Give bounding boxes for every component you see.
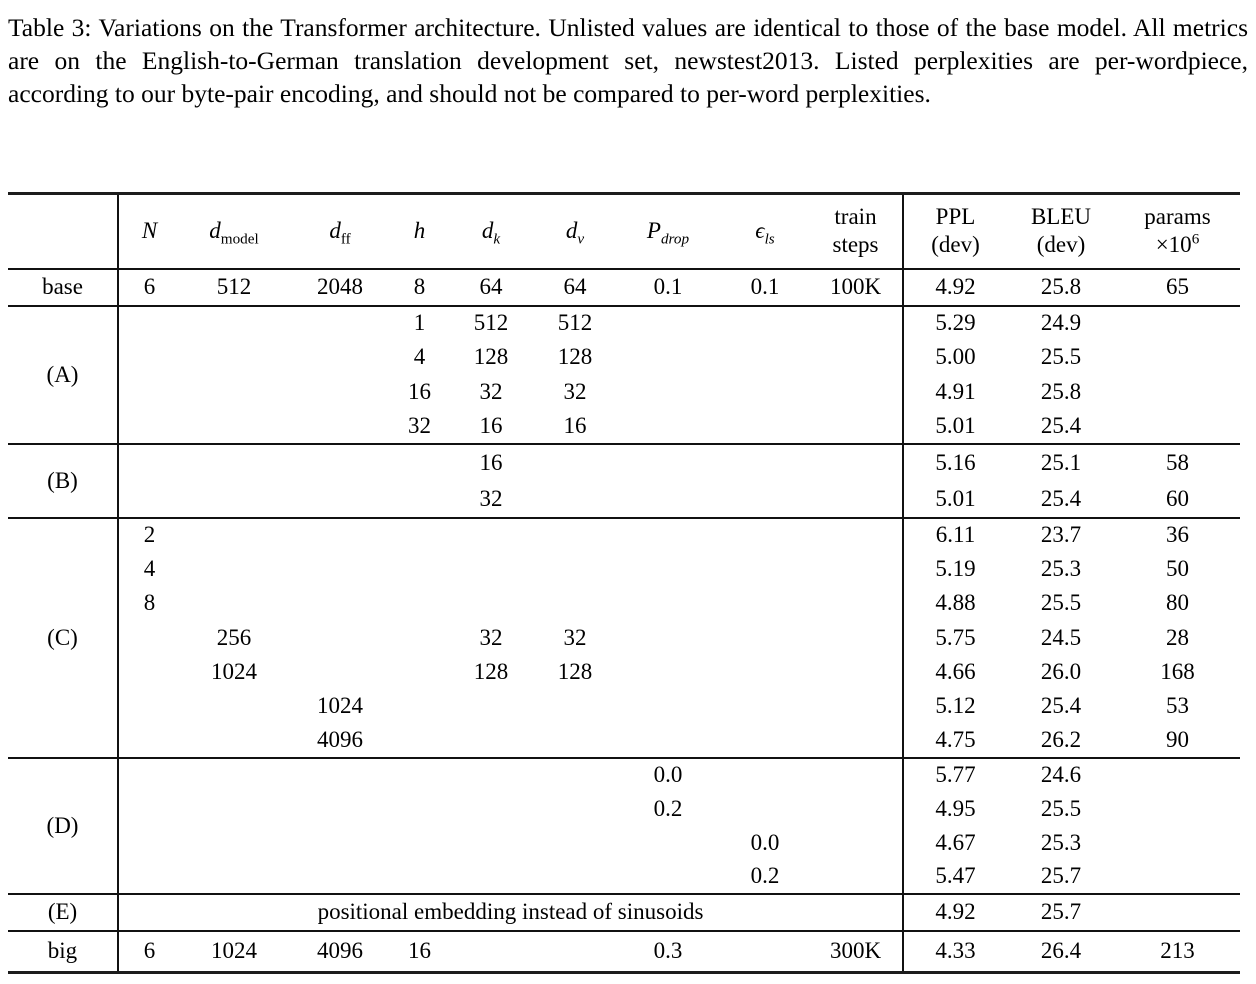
- table-cell: [615, 723, 721, 757]
- table-cell: [118, 723, 180, 757]
- table-cell: 5.01: [903, 481, 1007, 518]
- table-cell: [809, 552, 903, 586]
- table-cell: [615, 826, 721, 860]
- table-cell: 6: [118, 269, 180, 306]
- table-cell: 64: [447, 269, 535, 306]
- table-cell: [535, 723, 615, 757]
- col-header-ppl: PPL (dev): [903, 194, 1007, 269]
- table-cell: 5.75: [903, 620, 1007, 654]
- table-cell: 1024: [317, 693, 363, 719]
- table-cell: [118, 826, 180, 860]
- table-cell: [118, 340, 180, 375]
- table-cell: 25.7: [1040, 863, 1082, 889]
- table-cell: [288, 655, 392, 689]
- row-label-big: big: [8, 931, 118, 973]
- table-cell: 1: [392, 306, 447, 341]
- table-cell: [721, 689, 809, 723]
- table-cell: 300K: [809, 931, 903, 973]
- table-cell: [447, 931, 535, 973]
- table-cell: [288, 552, 392, 586]
- table-row: [8, 518, 1240, 552]
- table-cell: [180, 481, 288, 518]
- table-cell: [615, 306, 721, 341]
- table-row: [8, 269, 1240, 306]
- table-cell: [392, 481, 447, 518]
- table-cell: 4096: [288, 931, 392, 973]
- table-cell: [615, 586, 721, 620]
- table-cell: 28: [1166, 624, 1189, 650]
- table-cell: [288, 481, 392, 518]
- table-cell: 16: [392, 931, 447, 973]
- table-cell: 36: [1115, 518, 1240, 552]
- table-cell: [721, 306, 809, 341]
- table-cell: [447, 826, 535, 860]
- table-cell: [180, 758, 288, 792]
- table-cell: [180, 444, 288, 481]
- table-cell: [721, 444, 809, 481]
- table-cell: [288, 620, 392, 654]
- table-cell: [180, 306, 288, 341]
- table-cell: 32: [479, 378, 503, 404]
- table-header-row: [8, 194, 1240, 269]
- table-cell: [392, 826, 447, 860]
- table-cell: 168: [1160, 658, 1195, 684]
- table-cell: [1115, 409, 1240, 444]
- table-cell: 8: [392, 269, 447, 306]
- table-cell: [1115, 375, 1240, 410]
- table-row: [8, 723, 1240, 757]
- table-cell: 128: [473, 344, 509, 370]
- corner-cell: [8, 194, 118, 269]
- table-cell: 50: [1166, 555, 1189, 581]
- table-cell: [392, 552, 447, 586]
- table-cell: [535, 792, 615, 826]
- table-cell: 4.91: [903, 375, 1007, 410]
- table-cell: 0.3: [615, 931, 721, 973]
- table-cell: 25.5: [1040, 795, 1082, 821]
- table-cell: 25.5: [1040, 344, 1082, 370]
- table-cell: [535, 826, 615, 860]
- table-cell: [447, 758, 535, 792]
- row-label-C: (C): [8, 518, 118, 758]
- table-cell: [721, 552, 809, 586]
- table-row: [8, 931, 1240, 973]
- table-cell: 5.16: [903, 444, 1007, 481]
- table-cell: [721, 375, 809, 410]
- table-cell: [180, 860, 288, 894]
- table-row: [8, 758, 1240, 792]
- table-cell: [721, 758, 809, 792]
- table-cell: [615, 860, 721, 894]
- table-cell: [180, 552, 288, 586]
- table-cell: 4.66: [903, 655, 1007, 689]
- table-cell: 4: [143, 555, 156, 581]
- table-cell: [118, 655, 180, 689]
- table-cell: [118, 481, 180, 518]
- table-cell: [180, 689, 288, 723]
- table-row: [8, 860, 1240, 894]
- table-cell: 2048: [288, 269, 392, 306]
- table-cell: [615, 655, 721, 689]
- table-cell: 512: [535, 306, 615, 341]
- table-cell: [118, 375, 180, 410]
- table-row: [8, 826, 1240, 860]
- col-header-d-v: $d_v$: [535, 194, 615, 269]
- table-cell: [809, 826, 903, 860]
- table-cell: 4096: [317, 726, 363, 752]
- table-cell: [1115, 792, 1240, 826]
- col-header-d-ff: $d_{ff}$: [288, 194, 392, 269]
- table-cell: [392, 444, 447, 481]
- table-cell: [809, 620, 903, 654]
- table-cell: 128: [473, 658, 509, 684]
- table-cell: 25.8: [1040, 378, 1082, 404]
- table-cell: [118, 792, 180, 826]
- table-cell: [809, 340, 903, 375]
- table-cell: [180, 340, 288, 375]
- table-cell: [392, 586, 447, 620]
- table-cell: [721, 481, 809, 518]
- table-cell: [721, 518, 809, 552]
- table-cell: [809, 792, 903, 826]
- table-cell: 24.9: [1007, 306, 1115, 341]
- table-cell: [180, 409, 288, 444]
- table-cell: [392, 655, 447, 689]
- col-header-d-k: $d_k$: [447, 194, 535, 269]
- col-header-N: N: [118, 194, 180, 269]
- table-cell: 25.4: [1040, 485, 1082, 511]
- table-cell: 26.2: [1040, 726, 1082, 752]
- table-row: [8, 792, 1240, 826]
- table-cell: [118, 758, 180, 792]
- table-cell: [392, 758, 447, 792]
- table-cell: 23.7: [1007, 518, 1115, 552]
- table-cell: [1115, 894, 1240, 931]
- table-cell: [288, 518, 392, 552]
- table-cell: 4.92: [903, 894, 1007, 931]
- table-cell: [615, 375, 721, 410]
- table-cell: 4.67: [903, 826, 1007, 860]
- table-cell: [809, 481, 903, 518]
- table-cell: 4.95: [903, 792, 1007, 826]
- table-cell: [615, 552, 721, 586]
- table-cell: 32: [479, 485, 503, 511]
- table-cell: 58: [1115, 444, 1240, 481]
- table-cell: 6.11: [903, 518, 1007, 552]
- col-header-p-drop: $P_{drop}$: [615, 194, 721, 269]
- transformer-variations-table: [8, 192, 1240, 974]
- table-cell: [288, 340, 392, 375]
- table-cell: [809, 689, 903, 723]
- table-cell: 4.88: [903, 586, 1007, 620]
- table-cell: 5.01: [903, 409, 1007, 444]
- table-cell: 32: [479, 624, 503, 650]
- table-cell: [535, 758, 615, 792]
- table-cell: 0.0: [750, 829, 780, 855]
- table-cell: [809, 306, 903, 341]
- row-label-D: (D): [8, 758, 118, 894]
- table-cell: 65: [1115, 269, 1240, 306]
- table-cell: 1024: [211, 658, 257, 684]
- table-cell: [535, 481, 615, 518]
- table-cell: [118, 444, 180, 481]
- table-cell: [1115, 340, 1240, 375]
- table-cell: [288, 860, 392, 894]
- table-cell: [447, 586, 535, 620]
- table-cell: 0.0: [615, 758, 721, 792]
- table-caption: Table 3: Variations on the Transformer architecture. Unlisted values are identical to those of the base model. All metrics are on the English-to-German translation development set, newstest2013. Listed perplexities are per-wordpiece, according to our byte-pair encoding, and should not be compared to per-word perplexities.: [8, 13, 1248, 109]
- col-header-h: h: [392, 194, 447, 269]
- table-cell: 5.77: [903, 758, 1007, 792]
- table-cell: 512: [447, 306, 535, 341]
- col-header-bleu: BLEU (dev): [1007, 194, 1115, 269]
- table-cell: 16: [479, 412, 503, 438]
- table-cell: 32: [563, 624, 587, 650]
- table-cell: 1024: [180, 931, 288, 973]
- table-row: [8, 689, 1240, 723]
- table-cell: 128: [557, 344, 593, 370]
- table-row: [8, 481, 1240, 518]
- table-cell: 25.4: [1040, 412, 1082, 438]
- table-cell: 25.7: [1007, 894, 1115, 931]
- table-cell: 24.6: [1007, 758, 1115, 792]
- table-cell: [118, 306, 180, 341]
- table-cell: 4.33: [903, 931, 1007, 973]
- table-cell: 4.75: [903, 723, 1007, 757]
- table-cell: [615, 444, 721, 481]
- table-cell: [535, 931, 615, 973]
- table-cell: 53: [1166, 693, 1189, 719]
- table-cell: [288, 792, 392, 826]
- table-cell: 25.1: [1007, 444, 1115, 481]
- table-cell: [1115, 860, 1240, 894]
- table-cell: 80: [1166, 590, 1189, 616]
- row-label-A: (A): [8, 306, 118, 444]
- table-cell: 0.2: [750, 863, 780, 889]
- table-cell: [535, 586, 615, 620]
- table-cell: [447, 792, 535, 826]
- col-header-d-model: $d_{model}$: [180, 194, 288, 269]
- table-body: [8, 269, 1240, 973]
- table-cell: [180, 792, 288, 826]
- table-cell: 6: [118, 931, 180, 973]
- table-cell: 5.47: [903, 860, 1007, 894]
- table-cell: [392, 792, 447, 826]
- table-cell: [1115, 758, 1240, 792]
- table-cell: 5.19: [903, 552, 1007, 586]
- table-cell: [809, 723, 903, 757]
- table-cell: [809, 409, 903, 444]
- table-cell: 90: [1166, 726, 1189, 752]
- table-cell: [615, 481, 721, 518]
- table-cell: [809, 860, 903, 894]
- table-cell: [118, 409, 180, 444]
- table-cell: [392, 723, 447, 757]
- table-cell: 5.00: [903, 340, 1007, 375]
- table-cell: [615, 340, 721, 375]
- table-cell: [288, 586, 392, 620]
- table-cell: [118, 689, 180, 723]
- row-label-base: base: [8, 269, 118, 306]
- table-cell: [180, 586, 288, 620]
- table-cell: [809, 655, 903, 689]
- table-cell: [288, 758, 392, 792]
- table-cell: [721, 931, 809, 973]
- table-cell: [1115, 306, 1240, 341]
- table-cell: [721, 409, 809, 444]
- table-cell: 25.3: [1040, 555, 1082, 581]
- table-cell: 256: [216, 624, 252, 650]
- table-cell: 4: [413, 344, 426, 370]
- table-cell: [721, 723, 809, 757]
- table-cell: 2: [118, 518, 180, 552]
- table-cell: 32: [408, 412, 431, 438]
- table-cell: [721, 340, 809, 375]
- table-cell: [288, 826, 392, 860]
- table-cell: [288, 375, 392, 410]
- table-row: [8, 375, 1240, 410]
- table-cell: 26.0: [1040, 658, 1082, 684]
- table-cell: [392, 689, 447, 723]
- table-cell: 5.12: [903, 689, 1007, 723]
- col-header-train-steps: train steps: [809, 194, 903, 269]
- table-cell: [721, 792, 809, 826]
- col-header-params: params $\times 10^6$: [1115, 194, 1240, 269]
- table-cell: 5.29: [903, 306, 1007, 341]
- table-cell: [535, 518, 615, 552]
- table-cell: [535, 444, 615, 481]
- table-cell: 100K: [809, 269, 903, 306]
- table-cell: [392, 518, 447, 552]
- table-cell: [288, 306, 392, 341]
- table-cell: [447, 723, 535, 757]
- table-cell: 32: [563, 378, 587, 404]
- table-cell: [721, 655, 809, 689]
- table-cell: [809, 586, 903, 620]
- table-row: [8, 444, 1240, 481]
- table-cell: [615, 689, 721, 723]
- table-row: [8, 552, 1240, 586]
- table-cell: [392, 620, 447, 654]
- table-cell: 25.5: [1040, 590, 1082, 616]
- table-cell: [447, 552, 535, 586]
- table-cell: [721, 586, 809, 620]
- table-row: [8, 655, 1240, 689]
- table-cell: [615, 620, 721, 654]
- table-row: [8, 586, 1240, 620]
- table-cell: [180, 518, 288, 552]
- table-cell: 0.2: [653, 795, 683, 821]
- table-cell: 8: [143, 590, 156, 616]
- table-row: [8, 894, 1240, 931]
- table-cell: 60: [1166, 485, 1189, 511]
- table-cell: positional embedding instead of sinusoids: [118, 894, 903, 931]
- table-cell: [288, 444, 392, 481]
- table-cell: [1115, 826, 1240, 860]
- table-cell: [447, 860, 535, 894]
- table-cell: [809, 518, 903, 552]
- table-cell: 213: [1115, 931, 1240, 973]
- table-row: [8, 340, 1240, 375]
- table-cell: [535, 860, 615, 894]
- table-cell: 4.92: [903, 269, 1007, 306]
- table-cell: [809, 758, 903, 792]
- table-cell: [118, 620, 180, 654]
- table-cell: [615, 518, 721, 552]
- table-cell: [180, 723, 288, 757]
- table-cell: [392, 860, 447, 894]
- table-row: [8, 306, 1240, 341]
- table-cell: 512: [180, 269, 288, 306]
- table-cell: 0.1: [615, 269, 721, 306]
- table-cell: [447, 689, 535, 723]
- table-cell: [535, 552, 615, 586]
- table-cell: 25.4: [1040, 693, 1082, 719]
- table-cell: 25.3: [1040, 829, 1082, 855]
- col-header-eps-ls: $\epsilon_{ls}$: [721, 194, 809, 269]
- table-cell: 16: [408, 378, 431, 404]
- table-cell: 0.1: [721, 269, 809, 306]
- table-cell: 25.8: [1007, 269, 1115, 306]
- table-cell: [721, 620, 809, 654]
- table-cell: 16: [447, 444, 535, 481]
- table-cell: [615, 409, 721, 444]
- table-cell: 64: [535, 269, 615, 306]
- table-cell: [535, 689, 615, 723]
- table-cell: [809, 375, 903, 410]
- table-cell: [180, 375, 288, 410]
- table-cell: 16: [563, 412, 587, 438]
- table-row: [8, 409, 1240, 444]
- table-cell: [118, 860, 180, 894]
- table-cell: [809, 444, 903, 481]
- row-label-E: (E): [8, 894, 118, 931]
- table-cell: 24.5: [1040, 624, 1082, 650]
- table-cell: [180, 826, 288, 860]
- table-cell: 128: [557, 658, 593, 684]
- table-cell: [288, 409, 392, 444]
- table-cell: [447, 518, 535, 552]
- table-row: [8, 620, 1240, 654]
- row-label-B: (B): [8, 444, 118, 518]
- table-cell: 26.4: [1007, 931, 1115, 973]
